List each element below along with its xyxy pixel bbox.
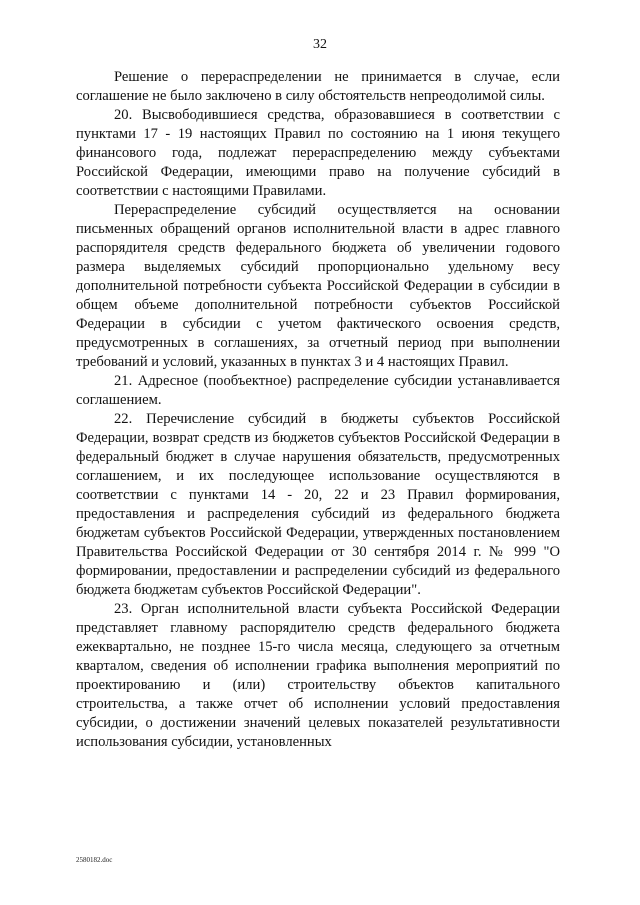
paragraph-clause-21: 21. Адресное (пообъектное) распределение субсидии устанавливается соглашением. — [76, 373, 560, 408]
footer-file-name: 2580182.doc — [76, 856, 113, 864]
paragraph-clause-23: 23. Орган исполнительной власти субъекта Российской Федерации представляет главному распорядителю средств федерального бюджета ежеквартально, не позднее 15-го числа месяца, следующего за отчетным кварталом, сведения об исполнении графика выполнения мероприятий по проектированию и (или) строительству объектов капитального строительства, а также отчет об исполнении условий предоставления субсидии, о достижении значений целевых показателей результативности использования субсидии, установленных — [76, 601, 560, 750]
paragraph-redistribution-exception: Решение о перераспределении не принимается в случае, если соглашение не было заключено в силу обстоятельств непреодолимой силы. — [76, 69, 560, 104]
paragraph-clause-22: 22. Перечисление субсидий в бюджеты субъектов Российской Федерации, возврат средств из бюджетов субъектов Российской Федерации в федеральный бюджет в случае нарушения обязательств, предусмотренных соглашением, и их последующее использование осуществляются в соответствии с пунктами 14 - 20, 22 и 23 Правил формирования, предоставления и распределения субсидий из федерального бюджета бюджетам субъектов Российской Федерации, утвержденных постановлением Правительства Российской Федерации от 30 сентября 2014 г. № 999 "О формировании, предоставлении и распределении субсидий из федерального бюджета бюджетам субъектов Российской Федерации". — [76, 411, 560, 598]
paragraph-clause-20: 20. Высвободившиеся средства, образовавшиеся в соответствии с пунктами 17 - 19 настоящих Правил по состоянию на 1 июня текущего финансового года, подлежат перераспределению между субъектами Российской Федерации, имеющими право на получение субсидий в соответствии с настоящими Правилами. — [76, 107, 560, 199]
paragraph-redistribution-basis: Перераспределение субсидий осуществляется на основании письменных обращений органов исполнительной власти в адрес главного распорядителя средств федерального бюджета об увеличении годового размера выделяемых субсидий пропорционально удельному весу дополнительной потребности субъекта Российской Федерации в субсидии в общем объеме дополнительной потребности субъектов Российской Федерации в субсидии с учетом фактического освоения средств, предусмотренных в соглашениях, за отчетный период при выполнении требований и условий, указанных в пунктах 3 и 4 настоящих Правил. — [76, 202, 560, 370]
document-body — [76, 68, 560, 752]
page-number: 32 — [313, 37, 327, 52]
